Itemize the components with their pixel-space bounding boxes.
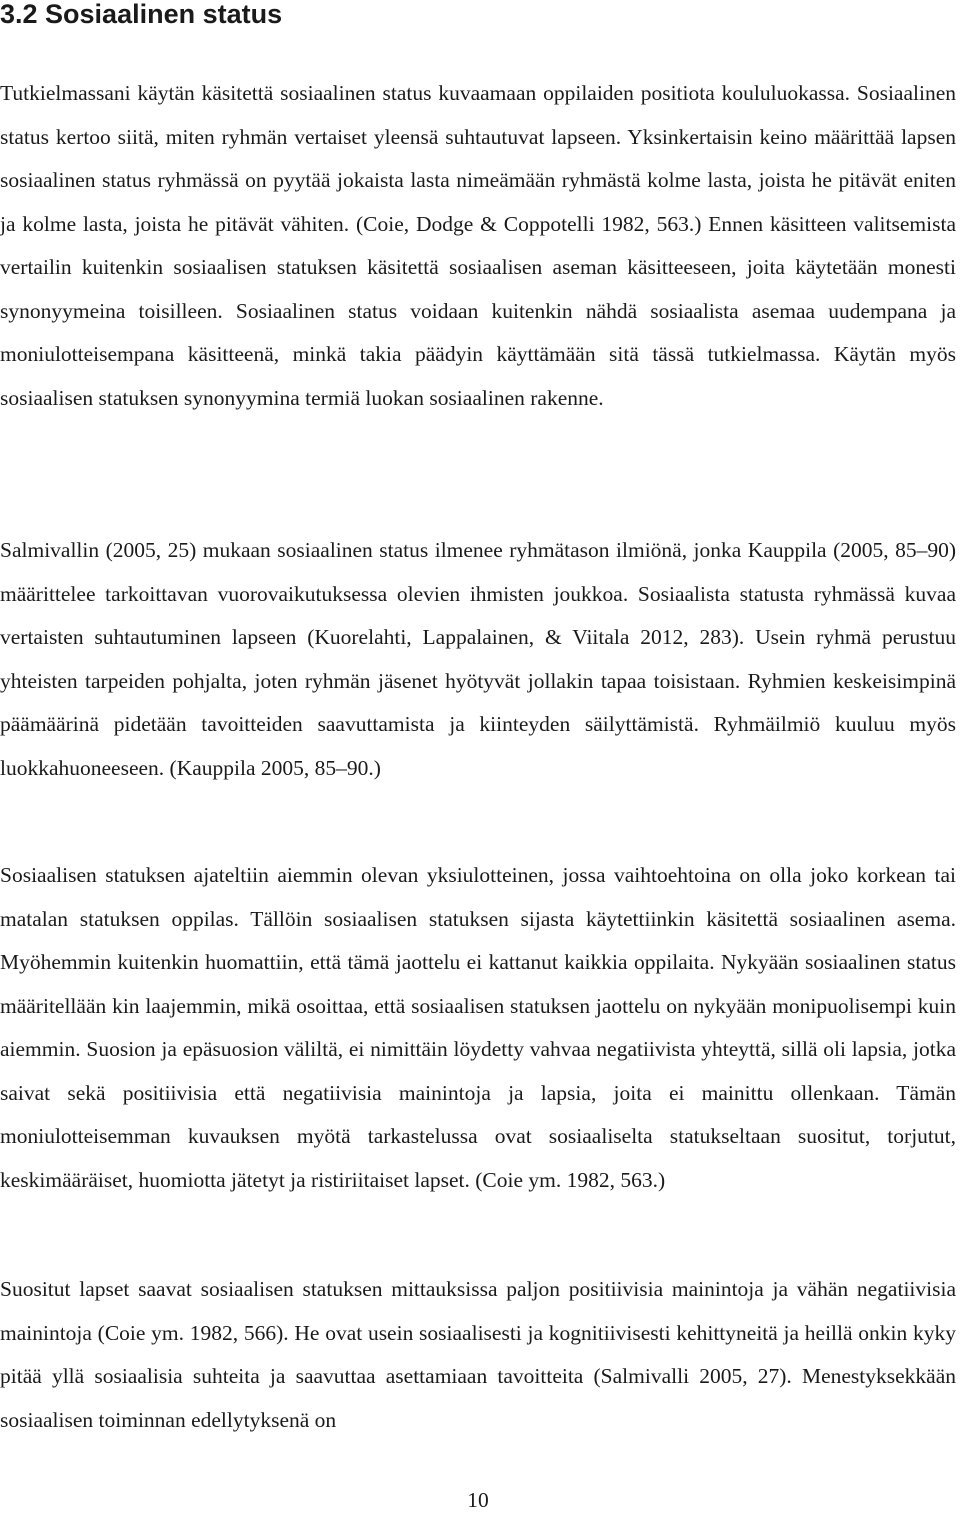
body-paragraph: Sosiaalisen statuksen ajateltiin aiemmin olevan yksiulotteinen, jossa vaihtoehtoina on olla joko korkean tai matalan statuksen oppilas. Tällöin sosiaalisen statuksen sijasta käytettiinkin käsitettä sosiaalinen asema. Myöhemmin kuitenkin huomattiin, että tämä jaottelu ei kattanut kaikkia oppilaita. Nykyään sosiaalinen status määritellään kin laajemmin, mikä osoittaa, että sosiaalisen statuksen jaottelu on nykyään monipuolisempi kuin aiemmin. Suosion ja epäsuosion väliltä, ei nimittäin löydetty vahvaa negatiivista yhteyttä, sillä oli lapsia, jotka saivat sekä positiivisia että negatiivisia mainintoja ja lapsia, joita ei mainittu ollenkaan. Tämän moniulotteisemman kuvauksen myötä tarkastelussa ovat sosiaaliselta statukseltaan suositut, torjutut, keskimääräiset, huomiotta jätetyt ja ristiriitaiset lapset. (Coie ym. 1982, 563.) — [0, 863, 956, 1192]
body-paragraph: Tutkielmassani käytän käsitettä sosiaalinen status kuvaamaan oppilaiden positiota koululuokassa. Sosiaalinen status kertoo siitä, miten ryhmän vertaiset yleensä suhtautuvat lapseen. Yksinkertaisin keino määrittää lapsen sosiaalinen status ryhmässä on pyytää jokaista lasta nimeämään ryhmästä kolme lasta, joista he pitävät eniten ja kolme lasta, joista he pitävät vähiten. (Coie, Dodge & Coppotelli 1982, 563.) Ennen käsitteen valitsemista vertailin kuitenkin sosiaalisen statuksen käsitettä sosiaalisen aseman käsitteeseen, joita käytetään monesti synonyymeina toisilleen. Sosiaalinen status voidaan kuitenkin nähdä sosiaalista asemaa uudempana ja moniulotteisempana käsitteenä, minkä takia päädyin käyttämään sitä tässä tutkielmassa. Käytän myös sosiaalisen statuksen synonyymina termiä luokan sosiaalinen rakenne. — [0, 81, 956, 410]
page-number: 10 — [467, 1488, 489, 1512]
body-paragraph: Salmivallin (2005, 25) mukaan sosiaalinen status ilmenee ryhmätason ilmiönä, jonka Kauppila (2005, 85–90) määrittelee tarkoittavan vuorovaikutuksessa olevien ihmisten joukkoa. Sosiaalista statusta ryhmässä kuvaa vertaisten suhtautuminen lapseen (Kuorelahti, Lappalainen, & Viitala 2012, 283). Usein ryhmä perustuu yhteisten tarpeiden pohjalta, joten ryhmän jäsenet hyötyvät jollakin tapaa toisistaan. Ryhmien keskeisimpinä päämäärinä pidetään tavoitteiden saavuttamista ja kiinteyden säilyttämistä. Ryhmäilmiö kuuluu myös luokkahuoneeseen. (Kauppila 2005, 85–90.) — [0, 538, 956, 780]
section-heading: 3.2 Sosiaalinen status — [0, 0, 283, 29]
body-paragraph: Suositut lapset saavat sosiaalisen statuksen mittauksissa paljon positiivisia mainintoja ja vähän negatiivisia mainintoja (Coie ym. 1982, 566). He ovat usein sosiaalisesti ja kognitiivisesti kehittyneitä ja heillä onkin kyky pitää yllä sosiaalisia suhteita ja saavuttaa asettamiaan tavoitteita (Salmivalli 2005, 27). Menestyksekkään sosiaalisen toiminnan edellytyksenä on — [0, 1277, 956, 1432]
